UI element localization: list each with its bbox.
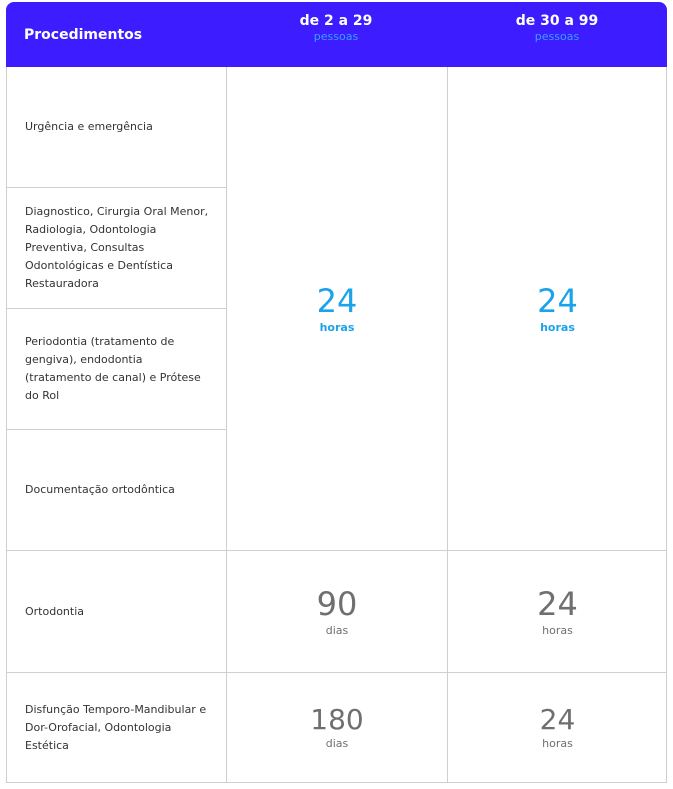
disfuncao-value-2-29 [227,673,448,783]
header-col-30-99-title: de 30 a 99 [515,13,599,29]
header-col-2-29-sub: pessoas [313,30,359,43]
table-header [6,2,667,67]
value-number: 24 [537,584,578,623]
value-number: 24 [316,281,358,320]
header-col-2-29-title: de 2 a 29 [299,13,373,29]
row-diagnostico-label: Diagnostico, Cirurgia Oral Menor, Radiologia, Odontologia Preventiva, Consultas Odontológicas e Dentística Restauradora [7,188,227,309]
value-unit: dias [325,623,349,637]
header-col-30-99-sub: pessoas [534,30,580,43]
merged-value-30-99 [448,67,667,551]
value-number: 24 [537,281,578,320]
value-unit: horas [542,737,573,750]
row-disfuncao-label: Disfunção Temporo-Mandibular e Dor-Orofacial, Odontologia Estética [7,673,227,783]
ortodontia-value-2-29 [227,551,448,673]
value-unit: dias [325,737,349,750]
header-col-30-99 [447,12,667,43]
value-number: 24 [539,703,576,736]
value-unit: horas [540,320,575,334]
row-urgencia-label: Urgência e emergência [7,67,227,188]
procedures-table [6,67,667,783]
value-number: 180 [310,703,364,736]
value-number: 90 [316,584,358,623]
value-unit: horas [319,320,355,334]
ortodontia-value-30-99 [448,551,667,673]
merged-value-2-29 [227,67,448,551]
header-procedimentos: Procedimentos [24,26,143,43]
row-documentacao-label: Documentação ortodôntica [7,430,227,551]
row-periodontia-label: Periodontia (tratamento de gengiva), endodontia (tratamento de canal) e Prótese do Rol [7,309,227,430]
row-ortodontia-label: Ortodontia [7,551,227,673]
disfuncao-value-30-99 [448,673,667,783]
header-col-2-29 [226,12,446,43]
value-unit: horas [542,623,573,637]
